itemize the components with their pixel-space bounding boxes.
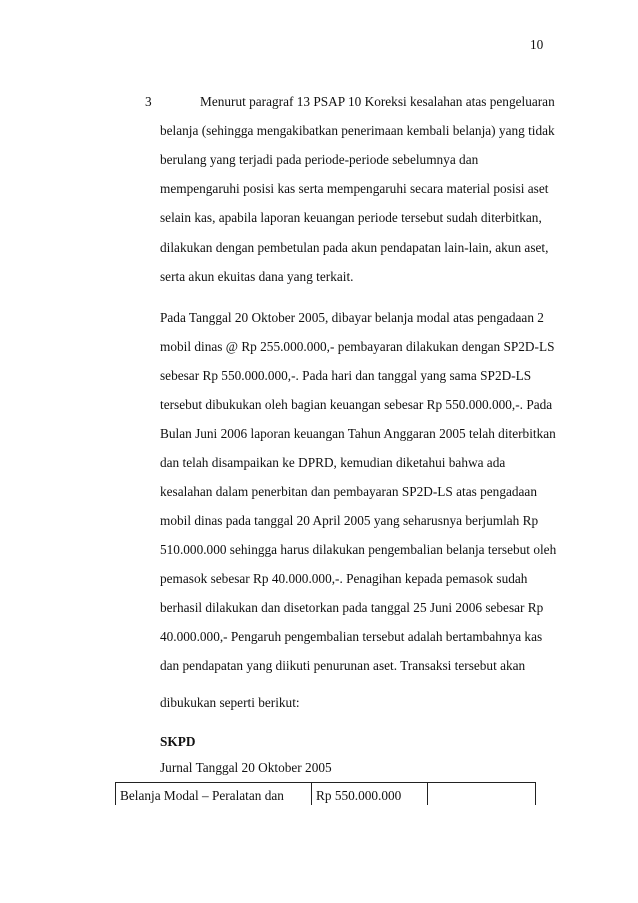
paragraph-line: pemasok sebesar Rp 40.000.000,-. Penagihan kepada pemasok sudah [160,571,528,586]
debit-amount: Rp 550.000.000 [316,788,402,803]
journal-table [115,782,536,805]
paragraph-line: Bulan Juni 2006 laporan keuangan Tahun Anggaran 2005 telah diterbitkan [160,426,556,441]
paragraph-line: dan pendapatan yang diikuti penurunan aset. Transaksi tersebut akan [160,658,526,673]
paragraph-line: 40.000.000,- Pengaruh pengembalian tersebut adalah bertambahnya kas [160,629,543,644]
paragraph-line: mobil dinas pada tanggal 20 April 2005 yang seharusnya berjumlah Rp [160,513,539,528]
table-cell-account [115,783,312,805]
paragraph-line: berulang yang terjadi pada periode-periode sebelumnya dan [160,152,479,167]
paragraph-line: berhasil dilakukan dan disetorkan pada tanggal 25 Juni 2006 sebesar Rp [160,600,544,615]
paragraph-line: Pada Tanggal 20 Oktober 2005, dibayar belanja modal atas pengadaan 2 [160,310,544,325]
account-name: Belanja Modal – Peralatan dan [120,788,284,803]
section-heading: SKPD [160,734,196,749]
journal-caption: Jurnal Tanggal 20 Oktober 2005 [160,760,332,775]
paragraph-line: dibukukan seperti berikut: [160,695,300,710]
paragraph-line: kesalahan dalam penerbitan dan pembayaran SP2D-LS atas pengadaan [160,484,537,499]
list-item-marker: 3  [145,94,162,109]
page-number: 10 [530,37,544,52]
paragraph-line: mempengaruhi posisi kas serta mempengaruhi secara material posisi aset [160,181,549,196]
paragraph-line: tersebut dibukukan oleh bagian keuangan sebesar Rp 550.000.000,-. Pada [160,397,553,412]
paragraph-line: dan telah disampaikan ke DPRD, kemudian diketahui bahwa ada [160,455,506,470]
paragraph-line: sebesar Rp 550.000.000,-. Pada hari dan tanggal yang sama SP2D-LS [160,368,532,383]
table-cell-credit [427,783,536,805]
paragraph-line: 510.000.000 sehingga harus dilakukan pengembalian belanja tersebut oleh [160,542,557,557]
paragraph-line: belanja (sehingga mengakibatkan penerimaan kembali belanja) yang tidak [160,123,555,138]
paragraph-line: Menurut paragraf 13 PSAP 10 Koreksi kesalahan atas pengeluaran [200,94,555,109]
paragraph-line: serta akun ekuitas dana yang terkait. [160,269,354,284]
paragraph-line: mobil dinas @ Rp 255.000.000,- pembayaran dilakukan dengan SP2D-LS [160,339,555,354]
table-cell-edge [535,783,536,805]
paragraph-line: dilakukan dengan pembetulan pada akun pendapatan lain-lain, akun aset, [160,240,549,255]
paragraph-line: selain kas, apabila laporan keuangan periode tersebut sudah diterbitkan, [160,210,542,225]
table-cell-debit [311,783,428,805]
